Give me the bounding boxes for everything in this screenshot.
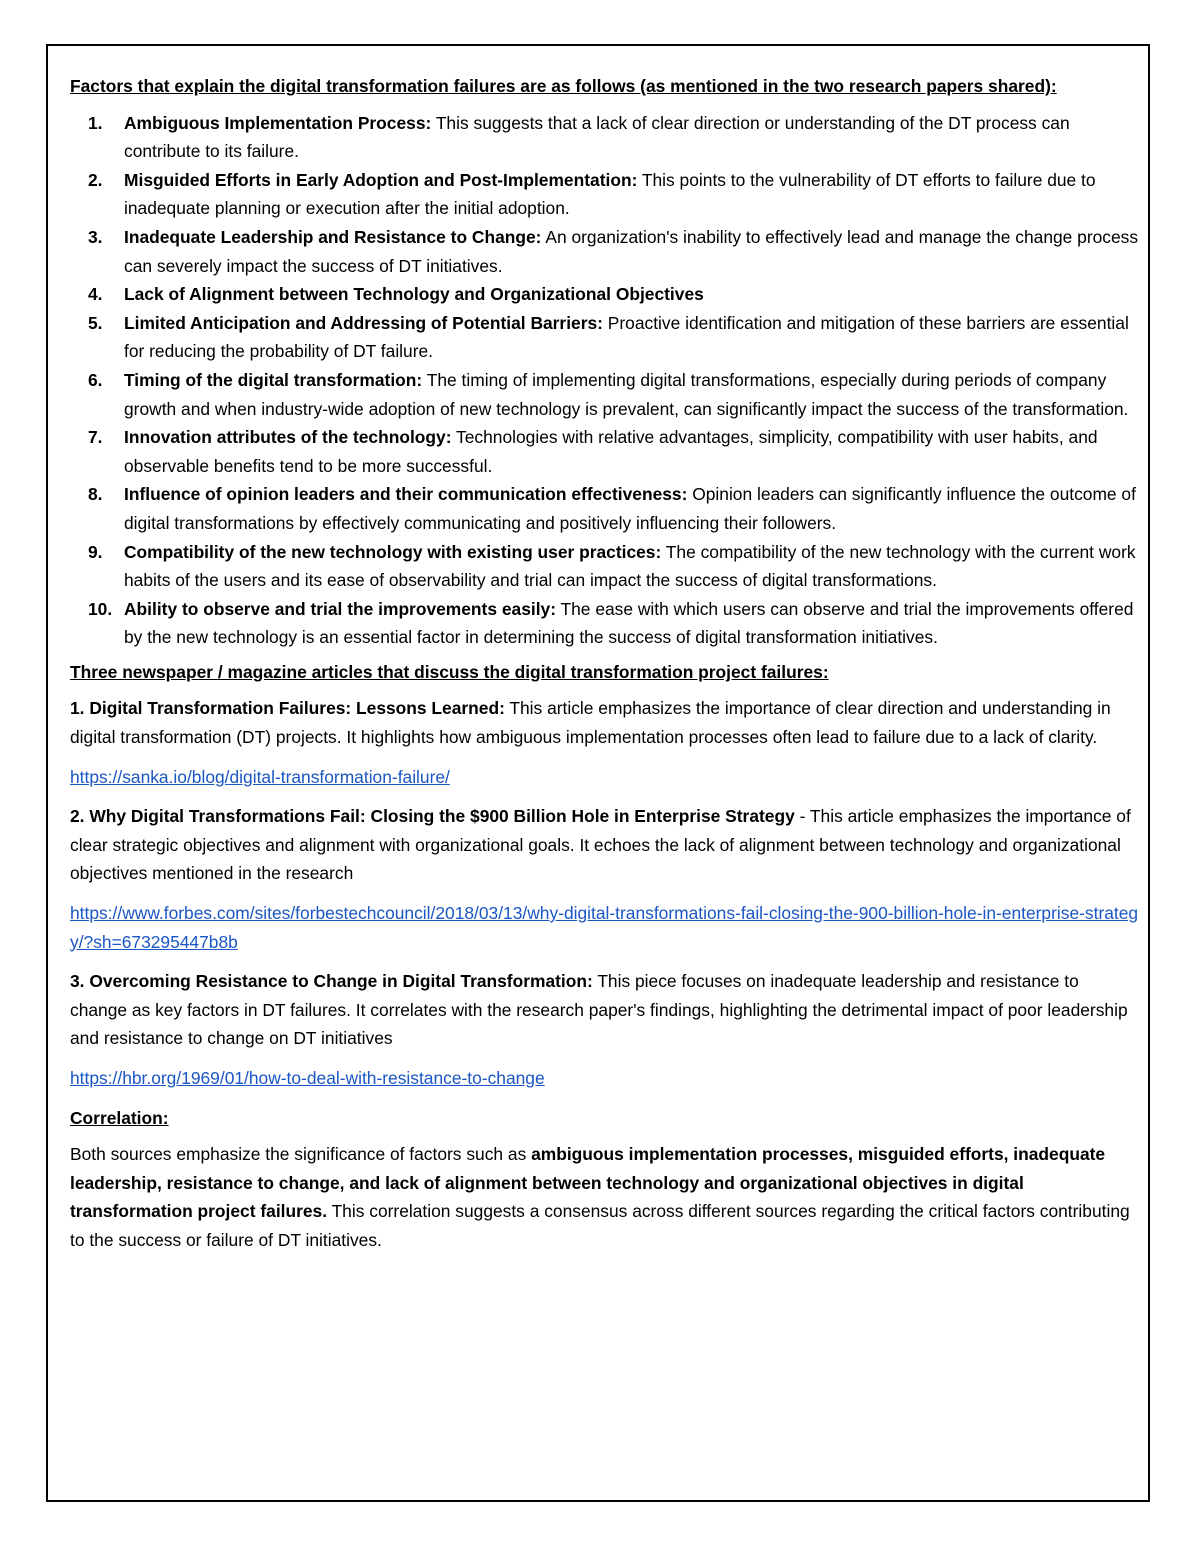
factor-title: Timing of the digital transformation: bbox=[124, 369, 423, 390]
article-text: This article emphasizes the importance of clear direction and understanding in digital transformation (DT) projects. It highlights how ambiguous implementation processes often lead to failure due to a lack of clarity. bbox=[70, 698, 1111, 748]
factor-text: Proactive identification and mitigation of these barriers are essential for reducing the probability of DT failure. bbox=[124, 312, 1129, 362]
list-number: 4. bbox=[88, 284, 103, 305]
factor-text: The timing of implementing digital transformations, especially during periods of company growth and when industry-wide adoption of new technology is prevalent, can significantly impact the success of the transformation. bbox=[124, 369, 1129, 419]
correlation-intro: Both sources emphasize the significance of factors such as bbox=[70, 1144, 532, 1165]
factor-text: An organization's inability to effectively lead and manage the change process can severely impact the success of DT initiatives. bbox=[124, 226, 1139, 276]
article-title: 2. Why Digital Transformations Fail: Closing the $900 Billion Hole in Enterprise Strategy bbox=[70, 806, 795, 827]
list-number: 8. bbox=[88, 484, 103, 505]
factor-text: Technologies with relative advantages, simplicity, compatibility with user habits, and observable benefits tend to be more successful. bbox=[124, 427, 1098, 476]
article-1-link[interactable]: https://sanka.io/blog/digital-transformation-failure/ bbox=[70, 766, 450, 787]
factor-title: Innovation attributes of the technology: bbox=[124, 427, 452, 448]
list-item bbox=[70, 538, 1140, 595]
factor-title: Influence of opinion leaders and their communication effectiveness: bbox=[124, 484, 688, 505]
article-1-summary bbox=[70, 694, 1140, 751]
article-text: This piece focuses on inadequate leadership and resistance to change as key factors in DT failures. It correlates with the research paper's findings, highlighting the detrimental impact of poor leadership and resistance to change on DT initiatives bbox=[70, 971, 1128, 1049]
correlation-rest: This correlation suggests a consensus across different sources regarding the critical factors contributing to the success or failure of DT initiatives. bbox=[70, 1201, 1130, 1250]
articles-heading: Three newspaper / magazine articles that discuss the digital transformation project failures: bbox=[70, 661, 829, 682]
list-number: 5. bbox=[88, 312, 103, 333]
factor-title: Ambiguous Implementation Process: bbox=[124, 112, 432, 133]
list-number: 10. bbox=[88, 598, 113, 619]
factor-text: This points to the vulnerability of DT efforts to failure due to inadequate planning or execution after the initial adoption. bbox=[124, 169, 1096, 219]
factor-title: Limited Anticipation and Addressing of Potential Barriers: bbox=[124, 312, 603, 333]
list-number: 7. bbox=[88, 427, 103, 448]
article-3-summary bbox=[70, 967, 1140, 1053]
article-title: 1. Digital Transformation Failures: Lessons Learned: bbox=[70, 698, 505, 719]
list-number: 2. bbox=[88, 169, 103, 190]
list-item bbox=[70, 109, 1140, 166]
list-item bbox=[70, 595, 1140, 652]
correlation-paragraph bbox=[70, 1140, 1140, 1254]
list-item bbox=[70, 480, 1140, 537]
list-item bbox=[70, 223, 1140, 280]
list-number: 6. bbox=[88, 369, 103, 390]
list-item bbox=[70, 309, 1140, 366]
article-3-link[interactable]: https://hbr.org/1969/01/how-to-deal-with-resistance-to-change bbox=[70, 1068, 545, 1088]
list-item bbox=[70, 366, 1140, 423]
factor-title: Inadequate Leadership and Resistance to Change: bbox=[124, 226, 542, 247]
list-item bbox=[70, 423, 1140, 480]
factors-list bbox=[70, 109, 1140, 652]
factor-text: The ease with which users can observe and trial the improvements offered by the new technology is an essential factor in determining the success of digital transformation initiatives. bbox=[124, 598, 1134, 648]
factor-title: Lack of Alignment between Technology and Organizational Objectives bbox=[124, 284, 704, 305]
list-item bbox=[70, 166, 1140, 223]
factors-heading: Factors that explain the digital transformation failures are as follows (as mentioned in the two research papers shared): bbox=[70, 76, 1057, 96]
list-number: 1. bbox=[88, 112, 103, 133]
article-2-link[interactable]: https://www.forbes.com/sites/forbestechcouncil/2018/03/13/why-digital-transformations-fail-closing-the-900-billion-hole-in-enterprise-strategy/?sh=673295447b8b bbox=[70, 903, 1139, 952]
factor-text: Opinion leaders can significantly influence the outcome of digital transformations by effectively communicating and positively influencing their followers. bbox=[124, 484, 1136, 533]
list-number: 9. bbox=[88, 541, 103, 562]
list-number: 3. bbox=[88, 226, 103, 247]
list-item bbox=[70, 280, 1140, 309]
article-2-summary bbox=[70, 802, 1140, 888]
factor-title: Ability to observe and trial the improvements easily: bbox=[124, 598, 556, 619]
factor-text: This suggests that a lack of clear direction or understanding of the DT process can contribute to its failure. bbox=[124, 112, 1070, 162]
correlation-heading: Correlation: bbox=[70, 1107, 169, 1128]
factor-title: Misguided Efforts in Early Adoption and Post-Implementation: bbox=[124, 169, 638, 190]
document-body bbox=[70, 72, 1140, 1266]
article-title: 3. Overcoming Resistance to Change in Digital Transformation: bbox=[70, 971, 593, 992]
factor-title: Compatibility of the new technology with existing user practices: bbox=[124, 541, 662, 562]
factor-text: The compatibility of the new technology with the current work habits of the users and its ease of observability and trial can impact the success of digital transformations. bbox=[124, 541, 1136, 591]
article-text: - This article emphasizes the importance of clear strategic objectives and alignment with organizational goals. It echoes the lack of alignment between technology and organizational objectives mentioned in the research bbox=[70, 806, 1131, 884]
correlation-bold: ambiguous implementation processes, misguided efforts, inadequate leadership, resistance to change, and lack of alignment between technology and organizational objectives in digital transformation project failures. bbox=[70, 1144, 1106, 1222]
